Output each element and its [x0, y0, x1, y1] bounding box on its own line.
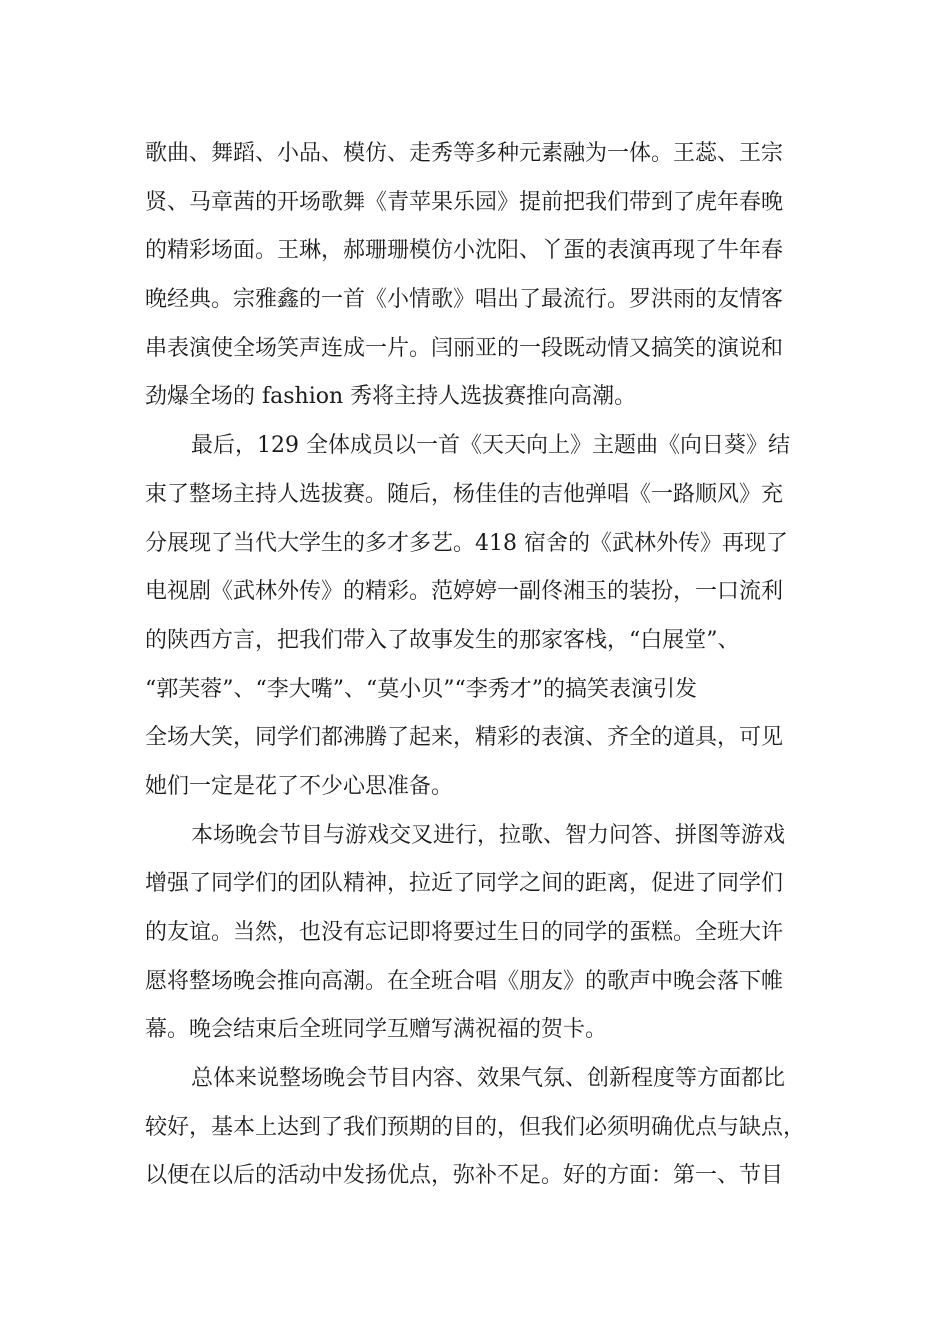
text-line: “郭芙蓉”、“李大嘴”、“莫小贝”“李秀才”的搞笑表演引发: [145, 676, 697, 702]
text-line: 的精彩场面。王琳，郝珊珊模仿小沈阳、丫蛋的表演再现了牛年春: [145, 238, 784, 264]
text-line: 束了整场主持人选拔赛。随后，杨佳佳的吉他弹唱《一路顺风》充: [145, 481, 784, 507]
paragraph-first-line: 总体来说整场晚会节目内容、效果气氛、创新程度等方面都比: [191, 1066, 786, 1092]
text-line: 串表演使全场笑声连成一片。闫丽亚的一段既动情又搞笑的演说和: [145, 335, 784, 361]
text-line: 她们一定是花了不少心思准备。: [145, 773, 454, 799]
text-line: 增强了同学们的团队精神，拉近了同学之间的距离，促进了同学们: [145, 871, 784, 897]
text-line: 以便在以后的活动中发扬优点，弥补不足。好的方面：第一、节目: [145, 1163, 784, 1189]
text-line: 的友谊。当然，也没有忘记即将要过生日的同学的蛋糕。全班大许: [145, 920, 784, 945]
text-line: 分展现了当代大学生的多才多艺。418 宿舍的《武林外传》再现了: [145, 530, 788, 556]
text-line: 的陕西方言，把我们带入了故事发生的那家客栈，“白展堂”、: [145, 627, 740, 653]
text-line: 劲爆全场的 fashion 秀将主持人选拔赛推向高潮。: [145, 384, 637, 410]
paragraph-first-line: 最后，129 全体成员以一首《天天向上》主题曲《向日葵》结: [191, 433, 790, 459]
text-line: 晚经典。宗雅鑫的一首《小情歌》唱出了最流行。罗洪雨的友情客: [145, 287, 784, 313]
body-text: [145, 130, 825, 1201]
text-line: 贤、马章茜的开场歌舞《青苹果乐园》提前把我们带到了虎年春晚: [145, 189, 784, 215]
paragraph-first-line: 本场晚会节目与游戏交叉进行，拉歌、智力问答、拼图等游戏: [191, 822, 786, 848]
text-line: 较好，基本上达到了我们预期的目的，但我们必须明确优点与缺点，: [145, 1114, 806, 1140]
text-line: 愿将整场晚会推向高潮。在全班合唱《朋友》的歌声中晚会落下帷: [145, 968, 784, 994]
text-line: 歌曲、舞蹈、小品、模仿、走秀等多种元素融为一体。王蕊、王宗: [145, 141, 784, 166]
text-line: 幕。晚会结束后全班同学互赠写满祝福的贺卡。: [145, 1017, 608, 1043]
text-line: 电视剧《武林外传》的精彩。范婷婷一副佟湘玉的装扮，一口流利: [145, 579, 784, 605]
text-line: 全场大笑，同学们都沸腾了起来，精彩的表演、齐全的道具，可见: [145, 725, 784, 751]
